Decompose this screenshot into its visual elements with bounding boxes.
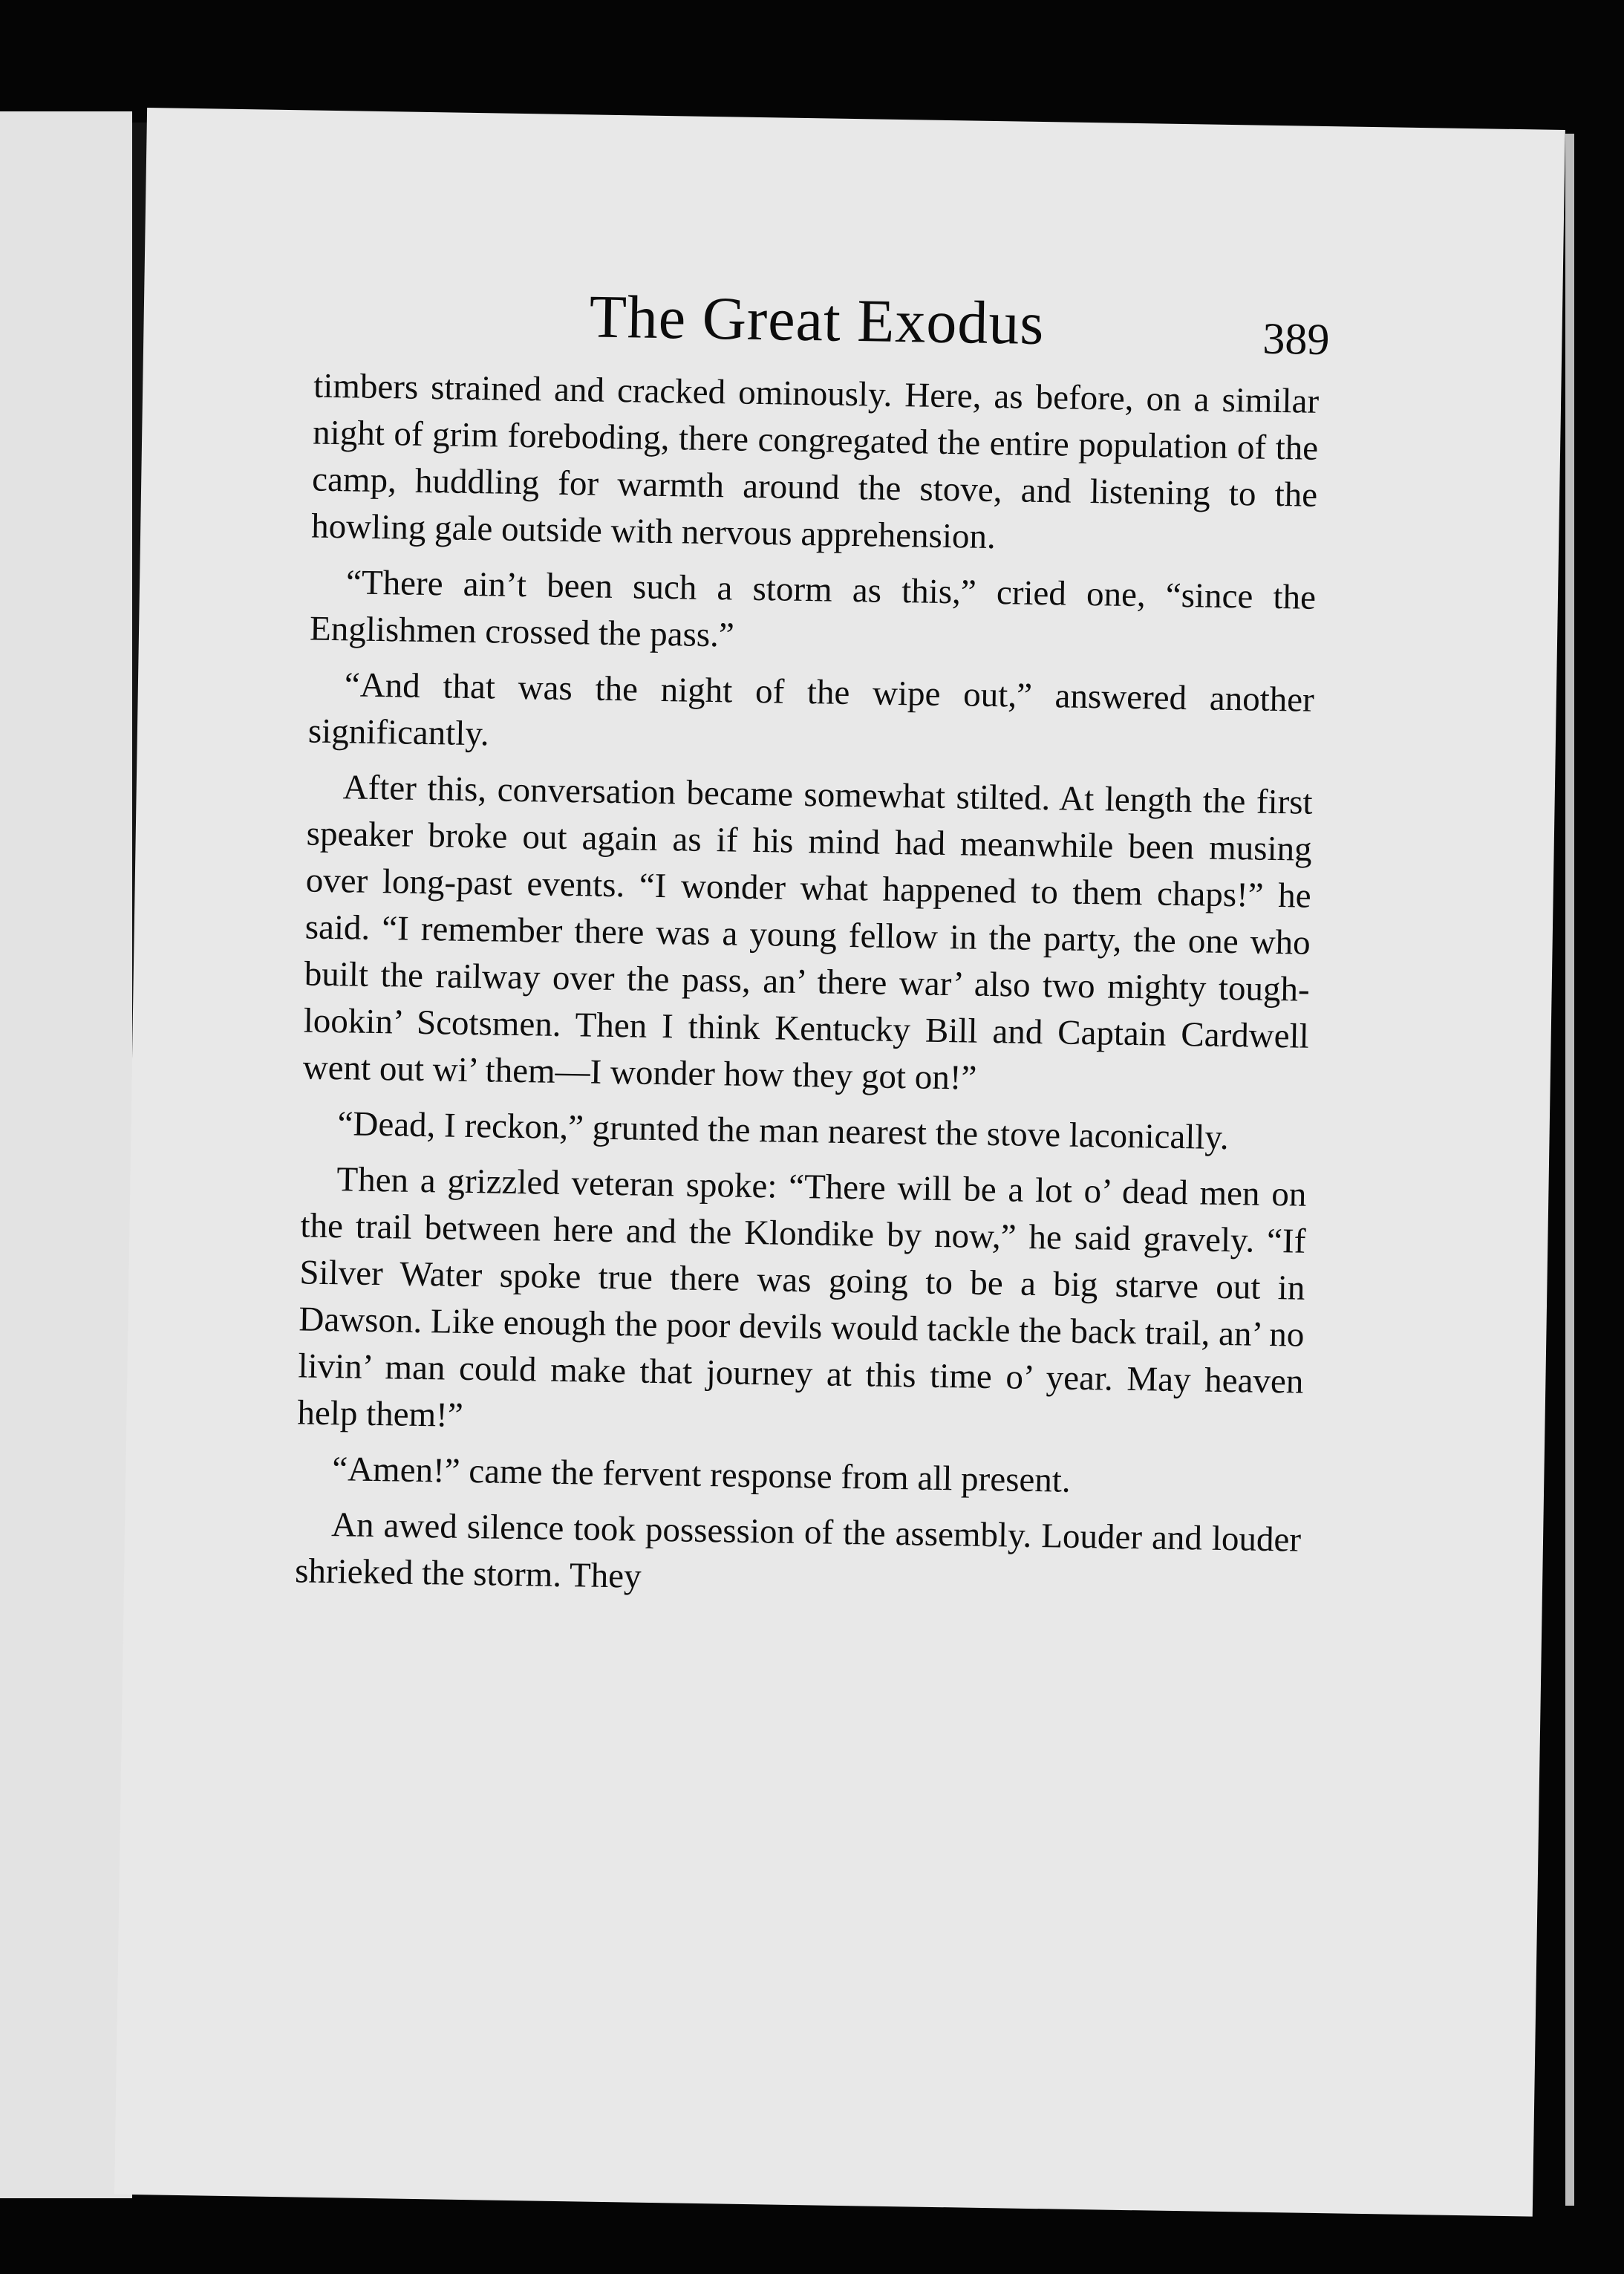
body-text bbox=[295, 363, 1320, 1620]
paragraph: An awed silence took possession of the assembly. Louder and louder shrieked the storm. They bbox=[294, 1505, 1302, 1596]
page-number: 389 bbox=[1262, 313, 1330, 365]
running-title: The Great Exodus bbox=[589, 282, 1046, 358]
paragraph: “Amen!” came the fervent response from all present. bbox=[331, 1450, 1072, 1500]
paragraph: Then a grizzled veteran spoke: “There will be a lot o’ dead men on the trail between here and the Klondike by now,” he said gravely. “If Silver Water spoke true there was going to be a big starve out in Dawson. Like enough the poor devils would tackle the back trail, an’ no livin’ man could make that journey at this time o’ year. May heaven help them!” bbox=[297, 1160, 1307, 1435]
book-page bbox=[114, 108, 1565, 2217]
facing-page-edge bbox=[0, 111, 132, 2198]
paragraph: “There ain’t been such a storm as this,” cried one, “since the Englishmen crossed the pass.” bbox=[309, 563, 1317, 655]
paragraph: “Dead, I reckon,” grunted the man nearest the stove laconically. bbox=[337, 1104, 1230, 1158]
paragraph: timbers strained and cracked ominously. Here, as before, on a similar night of grim foreboding, there congregated the entire population of the camp, huddling for warmth around the stove, and listening to the howling gale outside with nervous apprehension. bbox=[310, 366, 1320, 557]
page-edge-shadow bbox=[1565, 134, 1574, 2206]
paragraph: After this, conversation became somewhat stilted. At length the first speaker broke out again as if his mind had meanwhile been musing over long-past events. “I wonder what happened to them chaps!” he said. “I remember there was a young fellow in the party, the one who built the railway over the pass, an’ there war’ also two mighty tough-lookin’ Scotsmen. Then I think Kentucky Bill and Captain Cardwell went out wi’ them—I wonder how they got on!” bbox=[302, 768, 1314, 1098]
paragraph: “And that was the night of the wipe out,” answered another significantly. bbox=[307, 665, 1315, 754]
